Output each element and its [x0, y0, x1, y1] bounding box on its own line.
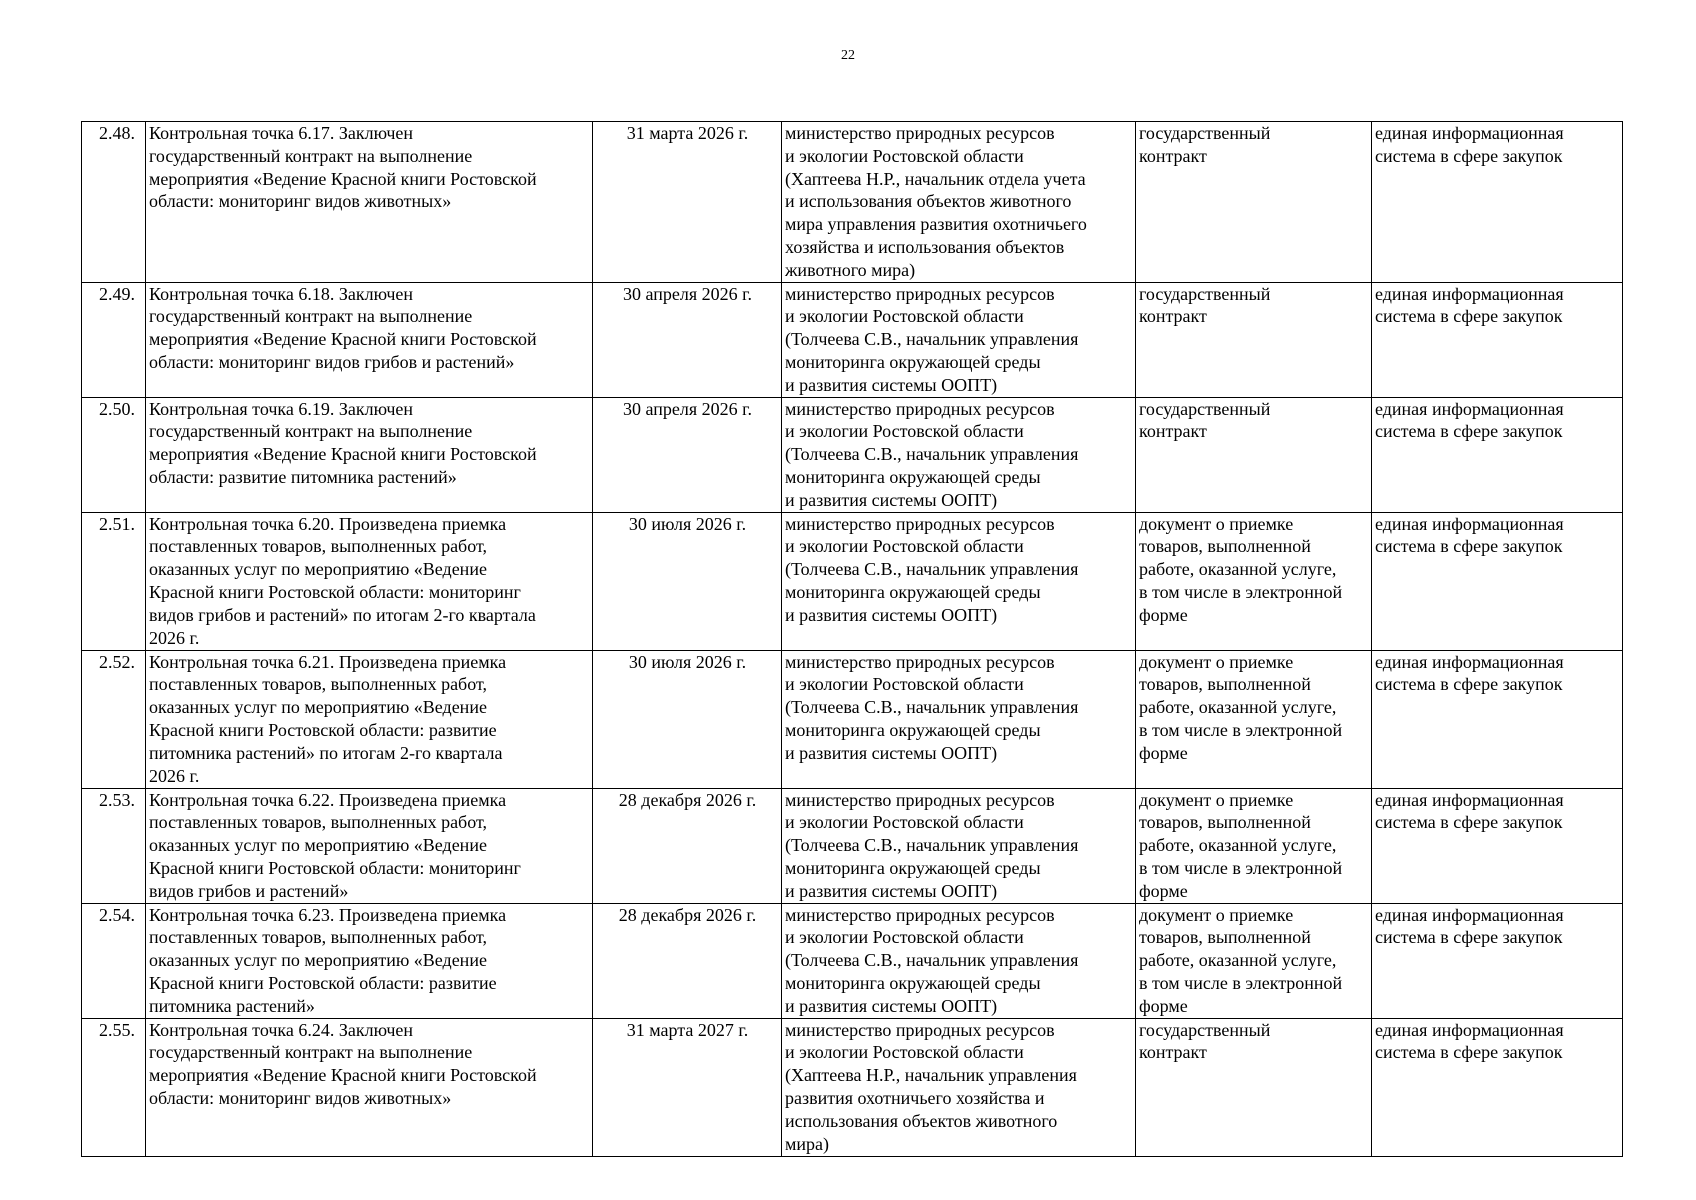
responsible-executor: министерство природных ресурсов и экологии Ростовской области (Толчеева С.В., начальник управления мониторинга окружающей среды и развития системы ООПТ) — [782, 650, 1136, 788]
deadline-date: 30 апреля 2026 г. — [593, 397, 782, 512]
row-number: 2.53. — [82, 788, 146, 903]
control-point-description: Контрольная точка 6.18. Заключен государственный контракт на выполнение мероприятия «Ведение Красной книги Ростовской области: мониторинг видов грибов и растений» — [146, 282, 593, 397]
table-row — [82, 397, 1623, 512]
information-system: единая информационная система в сфере закупок — [1372, 397, 1623, 512]
information-system: единая информационная система в сфере закупок — [1372, 122, 1623, 283]
control-point-description: Контрольная точка 6.17. Заключен государственный контракт на выполнение мероприятия «Ведение Красной книги Ростовской области: мониторинг видов животных» — [146, 122, 593, 283]
responsible-executor: министерство природных ресурсов и экологии Ростовской области (Толчеева С.В., начальник управления мониторинга окружающей среды и развития системы ООПТ) — [782, 903, 1136, 1018]
deadline-date: 30 июля 2026 г. — [593, 512, 782, 650]
table-row — [82, 512, 1623, 650]
responsible-executor: министерство природных ресурсов и экологии Ростовской области (Хаптеева Н.Р., начальник отдела учета и использования объектов животного мира управления развития охотничьего хозяйства и использования объектов животного мира) — [782, 122, 1136, 283]
information-system: единая информационная система в сфере закупок — [1372, 282, 1623, 397]
document-type: документ о приемке товаров, выполненной работе, оказанной услуге, в том числе в электронной форме — [1136, 788, 1372, 903]
responsible-executor: министерство природных ресурсов и экологии Ростовской области (Толчеева С.В., начальник управления мониторинга окружающей среды и развития системы ООПТ) — [782, 788, 1136, 903]
row-number: 2.55. — [82, 1018, 146, 1156]
document-type: государственный контракт — [1136, 1018, 1372, 1156]
information-system: единая информационная система в сфере закупок — [1372, 650, 1623, 788]
row-number: 2.50. — [82, 397, 146, 512]
document-type: документ о приемке товаров, выполненной работе, оказанной услуге, в том числе в электронной форме — [1136, 903, 1372, 1018]
deadline-date: 30 апреля 2026 г. — [593, 282, 782, 397]
table-row — [82, 122, 1623, 283]
responsible-executor: министерство природных ресурсов и экологии Ростовской области (Толчеева С.В., начальник управления мониторинга окружающей среды и развития системы ООПТ) — [782, 397, 1136, 512]
document-type: государственный контракт — [1136, 397, 1372, 512]
table-row — [82, 1018, 1623, 1156]
document-type: государственный контракт — [1136, 122, 1372, 283]
information-system: единая информационная система в сфере закупок — [1372, 788, 1623, 903]
control-point-description: Контрольная точка 6.23. Произведена приемка поставленных товаров, выполненных работ, оказанных услуг по мероприятию «Ведение Красной книги Ростовской области: развитие питомника растений» — [146, 903, 593, 1018]
document-type: государственный контракт — [1136, 282, 1372, 397]
information-system: единая информационная система в сфере закупок — [1372, 512, 1623, 650]
page-number: 22 — [841, 48, 855, 63]
row-number: 2.49. — [82, 282, 146, 397]
deadline-date: 31 марта 2026 г. — [593, 122, 782, 283]
document-type: документ о приемке товаров, выполненной работе, оказанной услуге, в том числе в электронной форме — [1136, 650, 1372, 788]
row-number: 2.51. — [82, 512, 146, 650]
responsible-executor: министерство природных ресурсов и экологии Ростовской области (Хаптеева Н.Р., начальник управления развития охотничьего хозяйства и использования объектов животного мира) — [782, 1018, 1136, 1156]
table-row — [82, 903, 1623, 1018]
table-row — [82, 282, 1623, 397]
row-number: 2.52. — [82, 650, 146, 788]
row-number: 2.54. — [82, 903, 146, 1018]
responsible-executor: министерство природных ресурсов и экологии Ростовской области (Толчеева С.В., начальник управления мониторинга окружающей среды и развития системы ООПТ) — [782, 512, 1136, 650]
responsible-executor: министерство природных ресурсов и экологии Ростовской области (Толчеева С.В., начальник управления мониторинга окружающей среды и развития системы ООПТ) — [782, 282, 1136, 397]
control-point-description: Контрольная точка 6.19. Заключен государственный контракт на выполнение мероприятия «Ведение Красной книги Ростовской области: развитие питомника растений» — [146, 397, 593, 512]
information-system: единая информационная система в сфере закупок — [1372, 1018, 1623, 1156]
row-number: 2.48. — [82, 122, 146, 283]
table-row — [82, 788, 1623, 903]
control-point-description: Контрольная точка 6.20. Произведена приемка поставленных товаров, выполненных работ, оказанных услуг по мероприятию «Ведение Красной книги Ростовской области: мониторинг видов грибов и растений» по итогам 2-го квартала 2026 г. — [146, 512, 593, 650]
control-points-table — [81, 121, 1623, 1157]
deadline-date: 28 декабря 2026 г. — [593, 788, 782, 903]
control-point-description: Контрольная точка 6.24. Заключен государственный контракт на выполнение мероприятия «Ведение Красной книги Ростовской области: мониторинг видов животных» — [146, 1018, 593, 1156]
deadline-date: 28 декабря 2026 г. — [593, 903, 782, 1018]
control-point-description: Контрольная точка 6.21. Произведена приемка поставленных товаров, выполненных работ, оказанных услуг по мероприятию «Ведение Красной книги Ростовской области: развитие питомника растений» по итогам 2-го квартала 2026 г. — [146, 650, 593, 788]
document-type: документ о приемке товаров, выполненной работе, оказанной услуге, в том числе в электронной форме — [1136, 512, 1372, 650]
control-point-description: Контрольная точка 6.22. Произведена приемка поставленных товаров, выполненных работ, оказанных услуг по мероприятию «Ведение Красной книги Ростовской области: мониторинг видов грибов и растений» — [146, 788, 593, 903]
deadline-date: 31 марта 2027 г. — [593, 1018, 782, 1156]
information-system: единая информационная система в сфере закупок — [1372, 903, 1623, 1018]
deadline-date: 30 июля 2026 г. — [593, 650, 782, 788]
table-row — [82, 650, 1623, 788]
